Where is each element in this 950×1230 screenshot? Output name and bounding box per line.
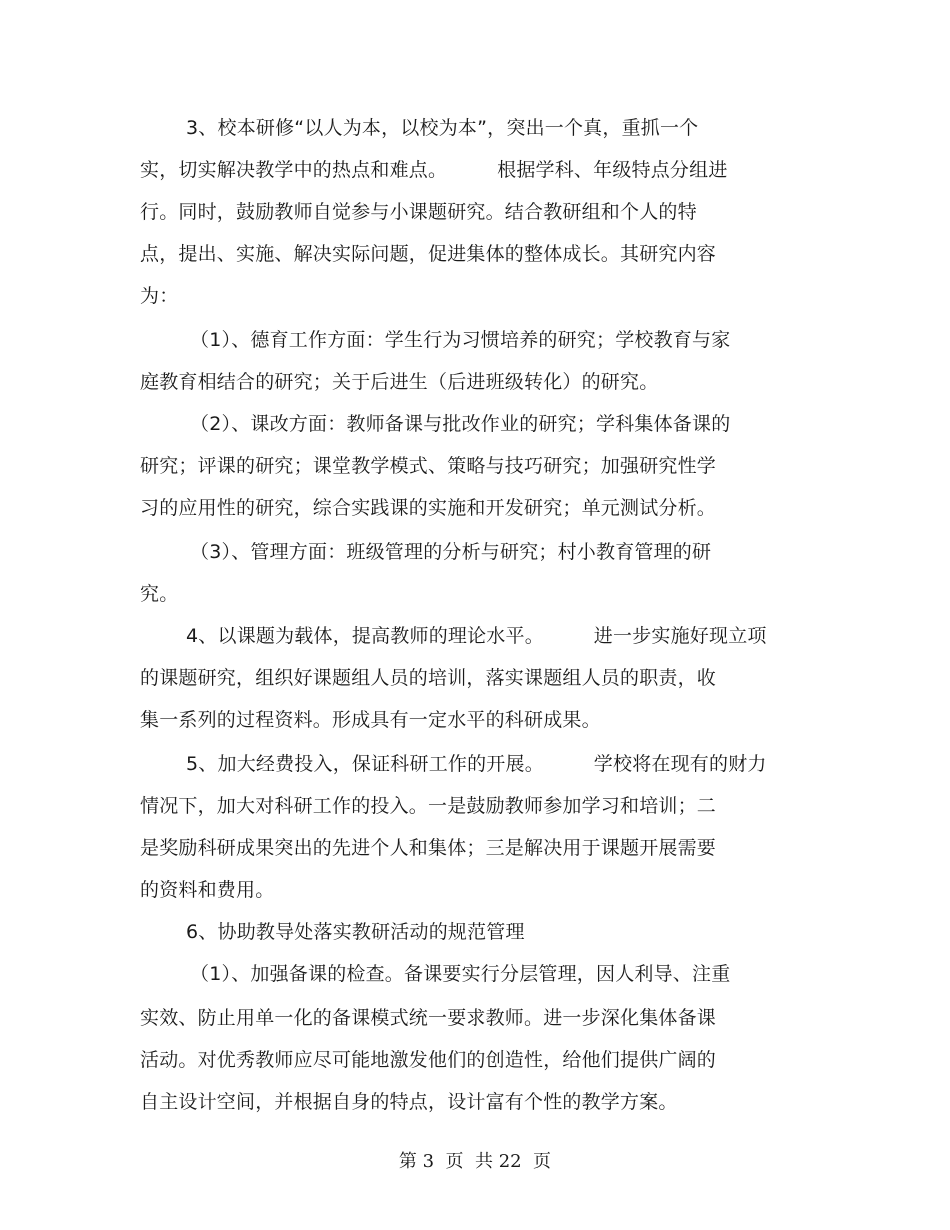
text-line: 实效、防止用单一化的备课模式统一要求教师。进一步深化集体备课 (140, 1007, 717, 1029)
text-line: 活动。对优秀教师应尽可能地激发他们的创造性，给他们提供广阔的 (140, 1049, 717, 1071)
text-line: 的课题研究，组织好课题组人员的培训，落实课题组人员的职责，收 (140, 667, 717, 689)
text-line: 为： (140, 285, 179, 307)
text-line: （1）、德育工作方面：学生行为习惯培养的研究；学校教育与家 (190, 329, 731, 351)
text-line: 点，提出、实施、解决实际问题，促进集体的整体成长。其研究内容 (140, 243, 717, 265)
text-line: 实，切实解决教学中的热点和难点。 根据学科、年级特点分组进 (140, 159, 728, 181)
text-line: 研究；评课的研究；课堂教学模式、策略与技巧研究；加强研究性学 (140, 455, 717, 477)
text-line: 究。 (140, 583, 179, 605)
text-line: 3、校本研修“以人为本，以校为本”，突出一个真，重抓一个 (186, 117, 699, 139)
text-line: 集一系列的过程资料。形成具有一定水平的科研成果。 (140, 709, 601, 731)
text-line: （2）、课改方面：教师备课与批改作业的研究；学科集体备课的 (190, 413, 731, 435)
text-line: 庭教育相结合的研究；关于后进生（后进班级转化）的研究。 (140, 371, 659, 393)
text-line: 的资料和费用。 (140, 879, 275, 901)
text-line: 是奖励科研成果突出的先进个人和集体；三是解决用于课题开展需要 (140, 837, 717, 859)
text-line: 6、协助教导处落实教研活动的规范管理 (186, 921, 525, 943)
text-line: 4、以课题为载体，提高教师的理论水平。 进一步实施好现立项 (186, 625, 767, 647)
text-line: 行。同时，鼓励教师自觉参与小课题研究。结合教研组和个人的特 (140, 201, 697, 223)
text-line: 习的应用性的研究，综合实践课的实施和开发研究；单元测试分析。 (140, 497, 717, 519)
text-line: （1）、加强备课的检查。备课要实行分层管理，因人利导、注重 (190, 963, 731, 985)
text-line: （3）、管理方面：班级管理的分析与研究；村小教育管理的研 (190, 541, 712, 563)
page-number-footer: 第 3 页 共 22 页 (398, 1151, 552, 1172)
text-line: 自主设计空间，并根据自身的特点，设计富有个性的教学方案。 (140, 1091, 678, 1113)
text-line: 情况下，加大对科研工作的投入。一是鼓励教师参加学习和培训；二 (140, 795, 717, 817)
text-line: 5、加大经费投入，保证科研工作的开展。 学校将在现有的财力 (186, 753, 767, 775)
